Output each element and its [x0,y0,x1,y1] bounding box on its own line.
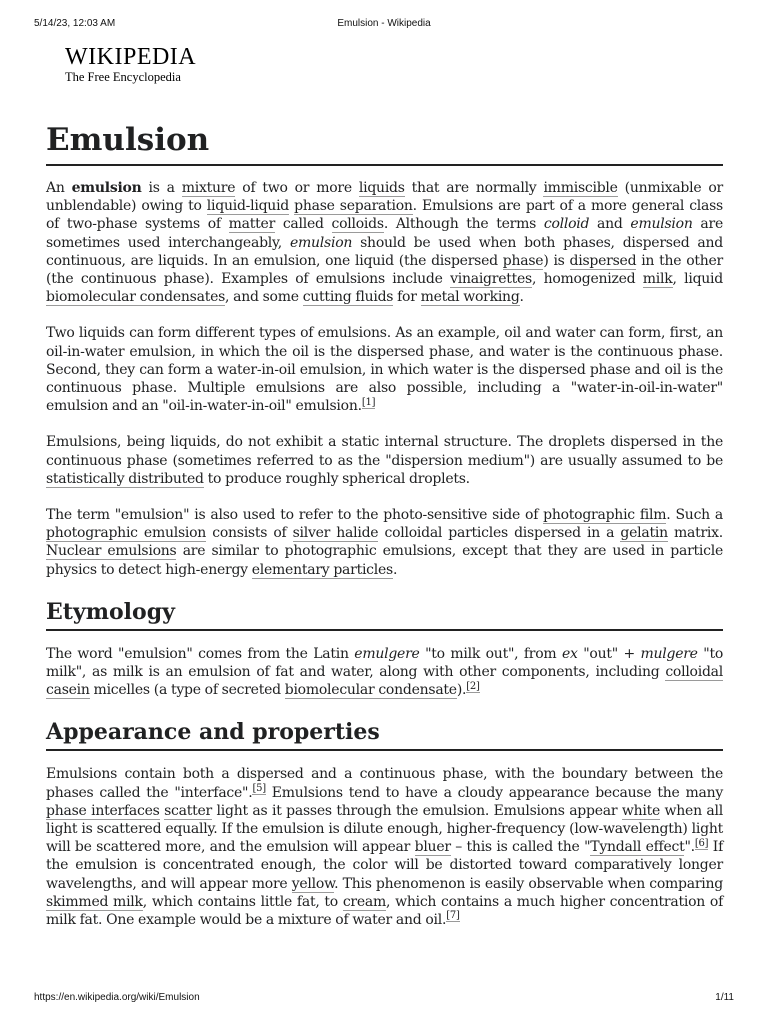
text: The term "emulsion" is also used to refer to the photo-sensitive side of [46,507,544,524]
text: . Such a [666,507,723,524]
text: , liquid [672,271,723,288]
text: "to milk out", from [419,645,562,662]
print-datetime: 5/14/23, 12:03 AM [34,18,116,29]
text: when all light is scattered equally. If the emulsion is dilute enough, higher-frequency (low-wavelength) light will be scattered more, and the emulsion will appear [46,802,723,856]
text: . Emulsions are part of a more general class of two-phase systems of [46,198,723,233]
wikipedia-tagline: The Free Encyclopedia [65,70,181,84]
print-header [0,0,768,29]
link-scatter[interactable]: scatter [164,802,212,819]
intro-paragraph-1 [46,179,723,306]
link-cutting-fluids[interactable]: cutting fluids [302,289,394,306]
text: ). [456,682,467,699]
text: (unmixable or unblendable) owing to [46,180,723,215]
link-statistically-distributed[interactable]: statistically distributed [46,470,204,487]
link-metal-working[interactable]: metal working [420,289,520,306]
italic-term: emulgere [354,645,420,662]
print-url: https://en.wikipedia.org/wiki/Emulsion [34,992,200,1003]
text: of two or more [235,180,359,196]
link-colloids[interactable]: colloids [331,216,384,233]
page-title: Emulsion [46,118,723,166]
wikipedia-logo[interactable] [65,44,196,84]
text: that are normally [404,180,544,196]
text: and [589,216,631,233]
reference-link[interactable]: [1] [361,396,376,408]
text: called [275,216,332,233]
reference-2[interactable] [466,681,479,693]
text: , which contains a much higher concentration of milk fat. One example would be a mixture of water and oil. [46,893,723,929]
reference-link[interactable]: [7] [446,910,460,922]
text: is a [141,180,182,196]
link-phase[interactable]: phase [502,252,544,269]
reference-link[interactable]: [5] [252,783,266,795]
article-content [46,118,723,947]
text: – this is called the " [450,839,591,856]
print-page-title: Emulsion - Wikipedia [337,18,431,29]
link-photographic-emulsion[interactable]: photographic emulsion [46,525,207,542]
link-elementary-particles[interactable]: elementary particles [251,561,393,578]
link-mixture[interactable]: mixture [181,180,236,196]
link-dispersed[interactable]: dispersed [569,252,637,269]
text: micelles (a type of secreted [89,682,285,699]
appearance-paragraph [46,765,723,929]
text: consists of [206,525,293,542]
text: matrix. [667,525,724,542]
link-immiscible[interactable]: immiscible [543,180,618,196]
link-tyndall-effect[interactable]: Tyndall effect [590,839,685,856]
text: ) is [543,252,570,269]
text: are sometimes used interchangeably, [46,216,723,251]
text: Emulsions contain both a dispersed and a continuous phase, with the boundary between the phases called the "interface". [46,766,723,801]
link-vinaigrettes[interactable]: vinaigrettes [450,271,532,288]
link-photographic-film[interactable]: photographic film [543,507,667,524]
link-gelatin[interactable]: gelatin [620,525,668,542]
print-page-number: 1/11 [715,992,734,1003]
text: , homogenized [531,271,643,288]
text: Emulsions tend to have a cloudy appearance because the many [265,784,723,801]
link-matter[interactable]: matter [228,216,276,233]
intro-paragraph-3 [46,433,723,488]
italic-term: ex [561,645,578,662]
link-biomolecular-condensates[interactable]: biomolecular condensates [46,289,226,306]
text: should be used when both phases, dispersed and continuous, are liquids. In an emulsion, one liquid (the dispersed [46,234,723,269]
link-skimmed-milk[interactable]: skimmed milk [46,893,143,910]
intro-paragraph-4 [46,506,723,579]
italic-term: colloid [543,216,590,233]
intro-paragraph-2 [46,324,723,415]
text: for [393,289,421,306]
link-phase-separation[interactable]: phase separation [294,198,413,215]
text: . Although the terms [383,216,544,233]
reference-6[interactable] [695,838,708,850]
link-liquid-liquid[interactable]: liquid-liquid [206,198,290,215]
wordmark-text: WIKIPEDIA [65,44,197,70]
text: are similar to photographic emulsions, except that they are used in particle physics to detect high-energy [46,543,724,578]
etymology-paragraph [46,645,723,700]
link-cream[interactable]: cream [342,893,387,910]
italic-term: emulsion [289,234,353,251]
reference-1[interactable] [362,397,375,409]
text: to produce roughly spherical droplets. [203,470,470,487]
italic-term: emulsion [630,216,693,233]
text: "to milk", as milk is an emulsion of fat and water, along with other components, including [46,645,723,681]
text: in the other (the continuous phase). Examples of emulsions include [46,252,723,288]
bold-term: emulsion [71,180,142,196]
text: Two liquids can form different types of emulsions. As an example, oil and water can form, first, an oil-in-water emulsion, in which the oil is the dispersed phase, and water is the continuous phase. Second, they can form a water-in-oil emulsion, in which water is the dispersed phase and oil is the continuous phase. Multiple emulsions are also possible, including a "water-in-oil-in-water" emulsion and an "oil-in-water-in-oil" emulsion. [46,325,723,415]
wikipedia-wordmark [65,44,196,70]
link-phase-interfaces[interactable]: phase interfaces [46,802,160,819]
text: light as it passes through the emulsion. Emulsions appear [211,802,622,819]
text: , which contains little fat, to [142,893,343,910]
reference-7[interactable] [446,910,459,922]
reference-link[interactable]: [2] [466,680,480,692]
link-biomolecular-condensate[interactable]: biomolecular condensate [284,682,457,699]
text: "out" + [577,645,641,662]
text: An [46,180,72,196]
link-white[interactable]: white [621,802,660,819]
text: , and some [225,289,303,306]
link-casein[interactable]: casein [46,682,90,699]
text: Emulsions, being liquids, do not exhibit a static internal structure. The droplets dispersed in the continuous phase (sometimes referred to as the "dispersion medium") are usually assumed to be [46,434,723,469]
text: . [392,561,398,578]
section-heading-appearance: Appearance and properties [46,717,723,751]
text: . [519,289,524,306]
link-nuclear-emulsions[interactable]: Nuclear emulsions [46,543,177,560]
italic-term: mulgere [640,645,698,662]
reference-5[interactable] [252,783,265,795]
reference-link[interactable]: [6] [694,837,709,849]
text: colloidal particles dispersed in a [378,525,621,542]
link-silver-halide[interactable]: silver halide [292,525,379,542]
link-colloidal[interactable]: colloidal [665,664,723,681]
text: If the emulsion is concentrated enough, the color will be distorted toward comparatively longer wavelengths, and will appear more [46,839,724,892]
link-liquids[interactable]: liquids [358,180,405,196]
print-footer [0,992,768,1012]
section-heading-etymology: Etymology [46,597,723,631]
text: The word "emulsion" comes from the Latin [46,645,355,662]
text: ". [684,839,695,856]
text: . This phenomenon is easily observable when comparing [334,875,723,892]
link-bluer[interactable]: bluer [414,839,451,856]
link-yellow[interactable]: yellow [291,875,335,892]
link-milk[interactable]: milk [642,271,673,288]
